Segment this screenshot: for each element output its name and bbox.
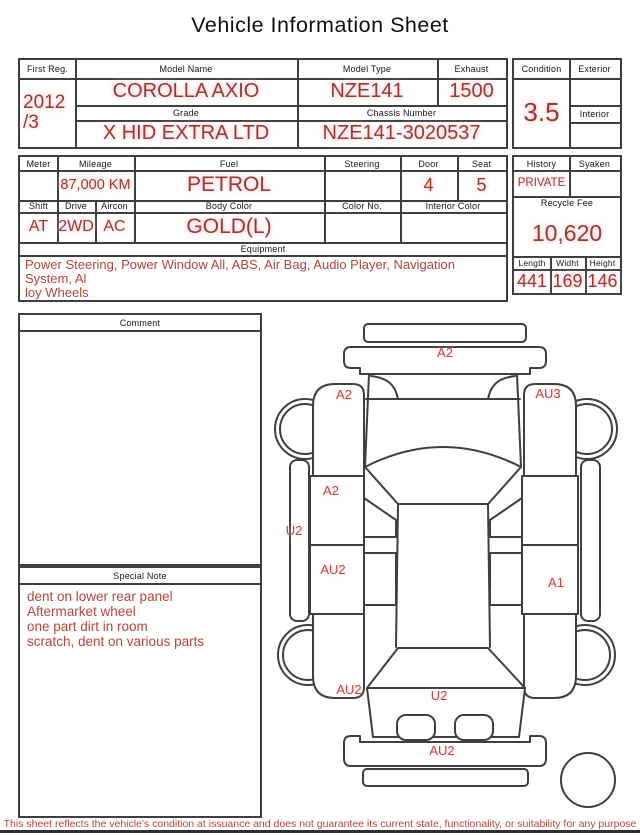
height-label: Height [589, 257, 616, 268]
history-label: History [526, 158, 557, 169]
damage-label-left-front-door: A2 [323, 483, 339, 498]
special-note-label: Special Note [113, 570, 167, 581]
recycle-fee-value: 10,620 [531, 219, 603, 246]
mileage-label: Mileage [79, 158, 112, 169]
interior-color-label: Interior Color [425, 201, 481, 211]
disclaimer-text: This sheet reflects the vehicle's condition at issuance and does not guarantee its current state, functionality, or suitability for any purpose [3, 818, 637, 830]
model-name-value: COROLLA AXIO [112, 80, 260, 102]
width-value: 169 [552, 270, 583, 291]
model-type-value: NZE141 [330, 80, 404, 102]
rear-bumper-lower-strip [363, 769, 528, 786]
right-b-pillar-shape [490, 498, 522, 537]
fuel-value: PETROL [186, 173, 272, 196]
right-tail-lamp-shape [455, 715, 493, 740]
equipment-text [20, 255, 506, 303]
length-value: 441 [516, 270, 548, 291]
right-sill-shape [581, 460, 600, 621]
drive-value: 2WD [58, 218, 94, 235]
exhaust-label: Exhaust [454, 64, 489, 74]
left-tail-lamp-shape [397, 715, 435, 740]
damage-label-left-sill: U2 [285, 523, 303, 538]
right-rear-fender-shape [524, 614, 576, 698]
damage-label-left-front-fender: A2 [336, 387, 352, 402]
seat-value: 5 [476, 174, 487, 195]
grade-label: Grade [172, 107, 199, 118]
special-note-line: dent on lower rear panel [27, 589, 173, 604]
body-left-edge [365, 374, 369, 467]
left-sill-shape [290, 460, 309, 621]
model-name-label: Model Name [159, 64, 213, 74]
damage-label-trunk: U2 [430, 688, 448, 703]
damage-label-right-rear-door: A1 [548, 575, 564, 590]
body-color-value: GOLD(L) [186, 215, 272, 238]
special-note-line: scratch, dent on various parts [27, 634, 205, 649]
seat-label: Seat [471, 158, 492, 169]
syaken-label: Syaken [578, 158, 611, 169]
comment-box [18, 313, 262, 566]
door-label: Door [418, 158, 439, 169]
vehicle-identity-table [18, 58, 508, 149]
right-front-door-shape [522, 476, 578, 545]
exhaust-value: 1500 [449, 80, 494, 102]
vehicle-damage-diagram [265, 313, 640, 813]
front-bumper-upper-strip [364, 324, 526, 342]
first-reg-value [20, 78, 75, 147]
right-c-pillar-shape [490, 553, 522, 605]
divider [569, 122, 620, 124]
first-reg-year: 2012 [23, 91, 66, 113]
grade-value: X HID EXTRA LTD [102, 122, 270, 144]
door-value: 4 [423, 174, 434, 195]
special-note-line: one part dirt in room [27, 619, 148, 634]
body-right-edge [517, 374, 521, 467]
color-no-label: Color No. [342, 201, 382, 211]
shift-label: Shift [28, 201, 48, 211]
damage-label-right-front-fender: AU3 [535, 386, 561, 401]
special-note-line: Aftermarket wheel [27, 604, 136, 619]
exterior-label: Exterior [578, 64, 611, 74]
left-c-pillar-shape [364, 553, 396, 605]
steering-label: Steering [344, 158, 380, 169]
windshield-right-arc [488, 376, 515, 399]
first-reg-label: First Reg. [26, 64, 68, 74]
equipment-line: loy Wheels [25, 285, 89, 300]
history-box [512, 155, 622, 295]
damage-label-left-rear-door: AU2 [320, 562, 346, 577]
page-title: Vehicle Information Sheet [191, 13, 449, 37]
shift-value: AT [28, 218, 49, 235]
left-b-pillar-shape [364, 498, 396, 537]
damage-label-rear-bumper: AU2 [429, 743, 455, 758]
model-type-label: Model Type [342, 64, 392, 74]
divider [20, 330, 260, 332]
left-rear-door-shape [310, 545, 364, 614]
height-value: 146 [587, 270, 618, 291]
special-note-text [20, 583, 260, 655]
length-label: Length [518, 257, 546, 268]
windshield-left-arc [371, 376, 398, 399]
equipment-line: Power Steering, Power Window All, ABS, Air Bag, Audio Player, Navigation System, Al [25, 257, 455, 286]
condition-score: 3.5 [523, 97, 560, 127]
mileage-value: 87,000 KM [60, 177, 131, 193]
condition-label: Condition [521, 64, 562, 74]
damage-label-left-rear-fender: AU2 [336, 682, 362, 697]
history-value: PRIVATE [517, 177, 566, 189]
interior-label: Interior [579, 108, 610, 119]
special-note-box [18, 566, 262, 818]
spare-tire-shape [561, 753, 615, 807]
meter-label: Meter [26, 158, 51, 169]
body-color-label: Body Color [205, 201, 253, 211]
drive-label: Drive [64, 201, 87, 211]
chassis-number-value: NZE141-3020537 [322, 122, 481, 144]
fuel-label: Fuel [219, 158, 239, 169]
specs-table [18, 155, 508, 302]
condition-box [512, 58, 622, 149]
aircon-value: AC [103, 218, 126, 235]
damage-label-front-bumper: A2 [437, 345, 453, 360]
roof-shape [365, 447, 521, 504]
chassis-number-label: Chassis Number [366, 107, 437, 118]
recycle-fee-label: Recycle Fee [540, 198, 594, 208]
first-reg-month: /3 [23, 111, 39, 133]
aircon-label: Aircon [101, 201, 128, 211]
bottom-border [0, 830, 640, 833]
equipment-label: Equipment [240, 243, 286, 254]
comment-label: Comment [119, 317, 161, 328]
width-label: Widht [556, 257, 579, 268]
